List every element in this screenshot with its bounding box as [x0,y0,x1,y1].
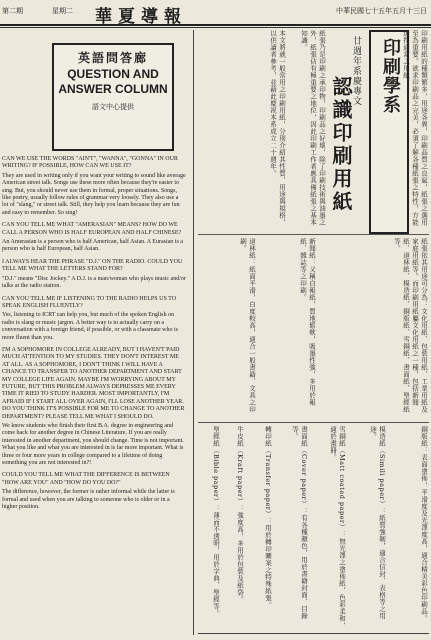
body-paragraph-6: 雪銅紙（Matt coated paper）：無光澤之塗佈紙，色彩柔和，適於畫冊。 [329,426,346,629]
qa-answer: We know students who finish their first B.A. degree in engineering and come back for another degree in Chinese Literature. If you are really interested in another department, you should change. Time is not important. What you like and what you are interested in is far more important. What is three or four more years in college compared to a lifetime of doing something you are not interested in?! [2,423,184,467]
masthead-rule [0,27,431,28]
body-paragraph-2: 新聞紙：又稱白報紙，質地鬆軟，吸墨性強，多用於報紙、雜誌等之印刷。 [299,238,316,406]
weekday: 星期二 [52,7,73,15]
qa-question: I ALWAYS HEAR THE PHRASE "D.J." ON THE RADIO. COULD YOU TELL ME WHAT THE LETTERS STAND FOR? [2,258,183,273]
qa-title-english-1: QUESTION AND [67,67,159,81]
intro-paragraph-3: 本文將就一般常用之印刷用紙，分別介紹其性質、用途與規格，以供讀者參考，並藉此慶祝本系成立二十週年。 [269,30,286,226]
qa-question: CAN YOU TELL ME IF LISTENING TO THE RADIO HELPS US TO SPEAK ENGLISH FLUENTLY? [2,295,177,309]
publication-date: 中華民國七十五年五月十三日 [336,7,427,15]
body-paragraph-3: 道林紙：紙面平滑，白度較高，適合一般書籍、文具之印刷。 [239,238,256,413]
body-paragraph-8: 轉印紙（Transfer paper）：用於轉印圖案之特殊紙張。 [264,426,272,609]
feature-subtitle [327,36,363,236]
feature-header: 印刷學系 [380,38,401,114]
feature-article [198,30,429,638]
bottom-rule [198,633,429,634]
qa-body [2,151,186,513]
qa-credit: 語文中心提供 [92,103,134,111]
qa-question: I'M A SOPHOMORE IN COLLEGE ALREADY, BUT I HAVEN'T PAID MUCH ATTENTION TO MY STUDIES. THEY DON'T INTEREST ME AT ALL. AS A SOPHOMORE, I DON'T THINK I WILL HAVE A CHANCE TO TRANSFER TO ANOTHER DEPARTMENT AND START MY COLLEGE LIFE AGAIN. MAYBE I'M WORRYING ABOUT MY FUTURE, BUT THIS PROBLEM ALWAYS DEPRESSES ME EVERY TIME IT RIED TO STUDY HARDER. MOST IMPORTANTLY, I'M AFRAID IF I START ALL OVER AGAIN, I'LL LOSE ANOTHER YEAR. DO YOU THINK IT'S POSSIBLE FOR ME TO CHANGE TO ANOTHER DEPARTMENT? PLEASE TELL ME WHAT I SHOULD DO. [2,346,185,420]
newspaper-name: 華夏導報 [95,7,187,27]
qa-title-chinese: 英語問答廊 [77,51,148,65]
issue-number: 第二期 [2,7,23,15]
article-section-rule-1 [198,234,429,235]
column-divider [193,30,194,635]
qa-title-english-2: ANSWER COLUMN [58,82,168,96]
feature-series: 廿週年系慶專文 [351,36,361,106]
feature-topic: 認識印刷用紙 [329,76,353,214]
qa-question: COULD YOU TELL ME WHAT THE DIFFERENCE IS BETWEEN "HOW ARE YOU" AND "HOW DO YOU DO?" [2,472,170,486]
qa-title-box [52,43,174,151]
body-paragraph-7: 書面紙（Cover paper）：有各種顏色，用於書籍封面、目錄等。 [291,426,308,620]
qa-answer: The difference, however, the former is rather informal while the latter is formal and used when you are talking to someone who is older or in a higher position. [2,489,175,511]
qa-question: CAN YOU TELL ME WHAT "AMERASIAN" MEANS? HOW DO WE CALL A PERSON WHO IS HALF EUROPEAN AND HALF CHINESE? [2,222,182,236]
body-paragraph-9: 牛皮紙（Kraft paper）：強度高，多用於包裝及紙袋。 [236,426,244,603]
qa-answer: "D.J." means "Disc Jockey." A D.J. is a man/woman who plays music and/or talks at the radio station. [2,275,186,290]
qa-question: CAN WE USE THE WORDS "AIN'T", "WANNA", "GONNA" IN OUR WRITING? IF POSSIBLE, HOW CAN WE USE IT? [2,156,178,170]
body-paragraph-4: 銅版紙：表面塗佈，平滑度及光澤度高，適合精美彩色印刷品。 [420,426,428,622]
masthead [0,0,431,26]
body-paragraph-1: 紙張依其用途可分為：文化用紙、包裝用紙、工業用紙及家庭用紙等。而印刷用紙屬文化用紙之一種，包括新聞紙、道林紙、模造紙、銅版紙、雪銅紙、書面紙、聖經紙等。 [393,238,428,413]
body-paragraph-10: 聖經紙（Bible paper）：薄而不透明，用於字典、聖經等。 [212,426,220,617]
body-paragraph-5: 模造紙（Simili paper）：紙質強韌，適合信封、表格等之用途。 [369,426,386,620]
qa-answer: Yes, listening to ICRT can help you, but much of the spoken English on radio is slang or music jargon. A better way is to actually carry on a conversation with a foreign friend, if possible, or with a classmate who is more fluent than you. [2,312,178,341]
intro-paragraph-2: 紙張乃是印刷之承印物，印刷品之好壞，除了印刷技術與油墨之外，紙張佔有極重要之地位，因此印刷工作者應具備紙張之基本知識。 [300,30,326,226]
intro-paragraph-1: 印刷用紙的種類繁多，用途各異，印刷品質之良窳，紙張之選用至為重要。欲求印刷品之完美，必須了解各種紙張之特性，方能選擇適當之用紙。 [402,30,428,226]
qa-answer: They are used in writing only if you want your writing to sound like average American street talk. Songs use these more often because they're easier to sing. But, you should never use them in formal, proper situations. Songs, like poetry, usually follow rules of grammar very loosely. They also use a lot of "slang," or street talk. Still, they help you learn because they are fun and easy to remember. So sing! [2,172,186,216]
qa-answer: An Amerasian is a person who is half American, half Asian. A Eurasian is a person who is half European, half Asian. [2,239,183,253]
article-section-rule-2 [198,422,429,423]
qa-column [2,35,190,635]
